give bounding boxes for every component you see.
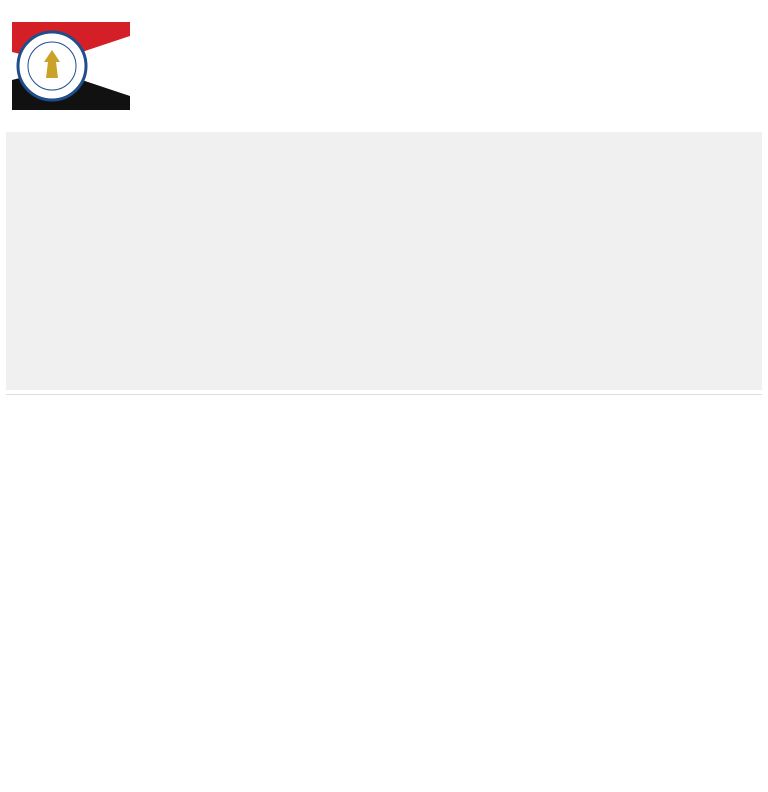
header [0, 0, 768, 128]
ministry-logo [12, 22, 130, 110]
explanation-panel [6, 132, 762, 390]
chart-svg [6, 395, 762, 788]
explanation-list [6, 132, 762, 140]
results-chart [6, 394, 762, 788]
